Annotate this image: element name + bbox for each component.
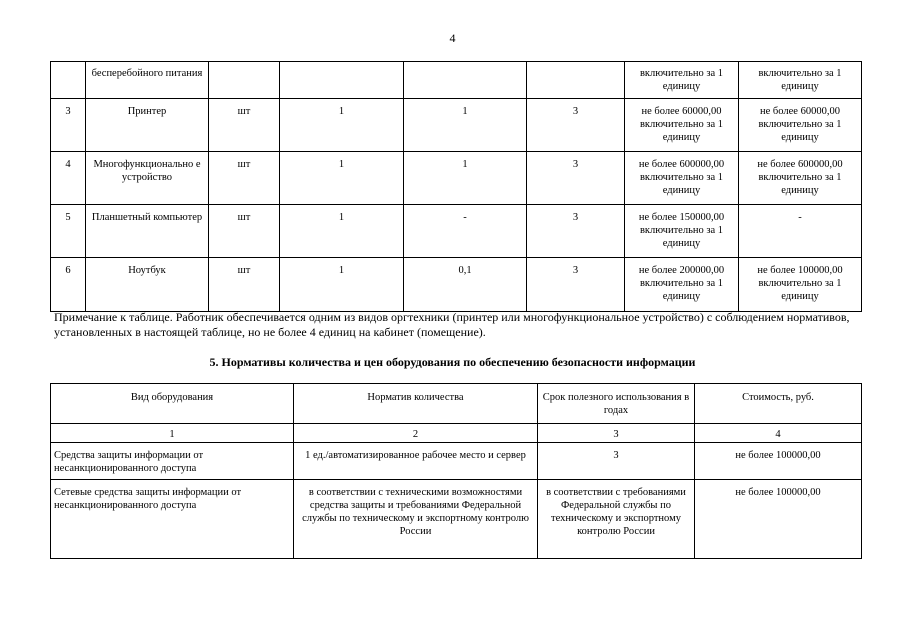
table-row bbox=[51, 443, 862, 480]
price-cell: не более 60000,00 включительно за 1 единицу bbox=[739, 99, 862, 152]
unit-cell: шт bbox=[209, 258, 280, 312]
equipment-name-cell: Ноутбук bbox=[86, 258, 209, 312]
quantity-cell bbox=[280, 62, 404, 99]
price-cell: не более 150000,00 включительно за 1 единицу bbox=[625, 205, 739, 258]
term-cell: 3 bbox=[527, 99, 625, 152]
equipment-type-cell: Средства защиты информации от несанкционированного доступа bbox=[51, 443, 294, 480]
quantity-cell: 1 bbox=[280, 258, 404, 312]
section-title: 5. Нормативы количества и цен оборудования по обеспечению безопасности информации bbox=[209, 355, 696, 369]
price-cell: не более 600000,00 включительно за 1 единицу bbox=[625, 152, 739, 205]
term-cell bbox=[527, 62, 625, 99]
price-cell: не более 100000,00 включительно за 1 единицу bbox=[739, 258, 862, 312]
price-cell: не более 600000,00 включительно за 1 единицу bbox=[739, 152, 862, 205]
quantity-cell: 1 bbox=[404, 152, 527, 205]
column-header: Срок полезного использования в годах bbox=[538, 384, 695, 424]
equipment-type-cell: Сетевые средства защиты информации от несанкционированного доступа bbox=[51, 480, 294, 559]
page-number: 4 bbox=[449, 31, 456, 45]
column-header: Вид оборудования bbox=[51, 384, 294, 424]
column-number: 1 bbox=[51, 424, 294, 443]
quantity-cell: 1 bbox=[280, 99, 404, 152]
column-header: Стоимость, руб. bbox=[695, 384, 862, 424]
price-cell: не более 60000,00 включительно за 1 единицу bbox=[625, 99, 739, 152]
price-cell: включительно за 1 единицу bbox=[739, 62, 862, 99]
price-cell: - bbox=[739, 205, 862, 258]
useful-life-cell: 3 bbox=[538, 443, 695, 480]
row-number-cell: 5 bbox=[51, 205, 86, 258]
term-cell: 3 bbox=[527, 205, 625, 258]
column-number: 2 bbox=[294, 424, 538, 443]
quantity-norm-cell: в соответствии с техническими возможностями средства защиты и требованиями Федеральной службы по техническому и экспортному контролю России bbox=[294, 480, 538, 559]
quantity-cell bbox=[404, 62, 527, 99]
term-cell: 3 bbox=[527, 152, 625, 205]
table-row bbox=[51, 480, 862, 559]
unit-cell: шт bbox=[209, 152, 280, 205]
column-number: 4 bbox=[695, 424, 862, 443]
row-number-cell: 3 bbox=[51, 99, 86, 152]
unit-cell bbox=[209, 62, 280, 99]
price-cell: включительно за 1 единицу bbox=[625, 62, 739, 99]
row-number-cell: 6 bbox=[51, 258, 86, 312]
table-note: Примечание к таблице. Работник обеспечивается одним из видов оргтехники (принтер или многофункциональное устройство) с соблюдением нормативов, установленных в настоящей таблице, но не более 4 единиц на кабинет (помещение). bbox=[54, 310, 850, 339]
table-header-row bbox=[51, 384, 862, 424]
column-header: Норматив количества bbox=[294, 384, 538, 424]
useful-life-cell: в соответствии с требованиями Федеральной службы по техническому и экспортному контролю России bbox=[538, 480, 695, 559]
table-row bbox=[51, 258, 862, 312]
quantity-cell: 1 bbox=[280, 152, 404, 205]
unit-cell: шт bbox=[209, 205, 280, 258]
cost-cell: не более 100000,00 bbox=[695, 443, 862, 480]
security-equipment-table bbox=[50, 383, 862, 559]
quantity-cell: 1 bbox=[404, 99, 527, 152]
table-row bbox=[51, 62, 862, 99]
column-number: 3 bbox=[538, 424, 695, 443]
quantity-cell: - bbox=[404, 205, 527, 258]
quantity-cell: 1 bbox=[280, 205, 404, 258]
table-row bbox=[51, 205, 862, 258]
equipment-name-cell: Принтер bbox=[86, 99, 209, 152]
cost-cell: не более 100000,00 bbox=[695, 480, 862, 559]
price-cell: не более 200000,00 включительно за 1 единицу bbox=[625, 258, 739, 312]
equipment-table bbox=[50, 61, 862, 312]
term-cell: 3 bbox=[527, 258, 625, 312]
row-number-cell bbox=[51, 62, 86, 99]
unit-cell: шт bbox=[209, 99, 280, 152]
equipment-name-cell: Многофункционально е устройство bbox=[86, 152, 209, 205]
quantity-cell: 0,1 bbox=[404, 258, 527, 312]
table-row bbox=[51, 152, 862, 205]
row-number-cell: 4 bbox=[51, 152, 86, 205]
table-row bbox=[51, 99, 862, 152]
column-number-row bbox=[51, 424, 862, 443]
quantity-norm-cell: 1 ед./автоматизированное рабочее место и сервер bbox=[294, 443, 538, 480]
equipment-name-cell: Планшетный компьютер bbox=[86, 205, 209, 258]
equipment-name-cell: бесперебойного питания bbox=[86, 62, 209, 99]
